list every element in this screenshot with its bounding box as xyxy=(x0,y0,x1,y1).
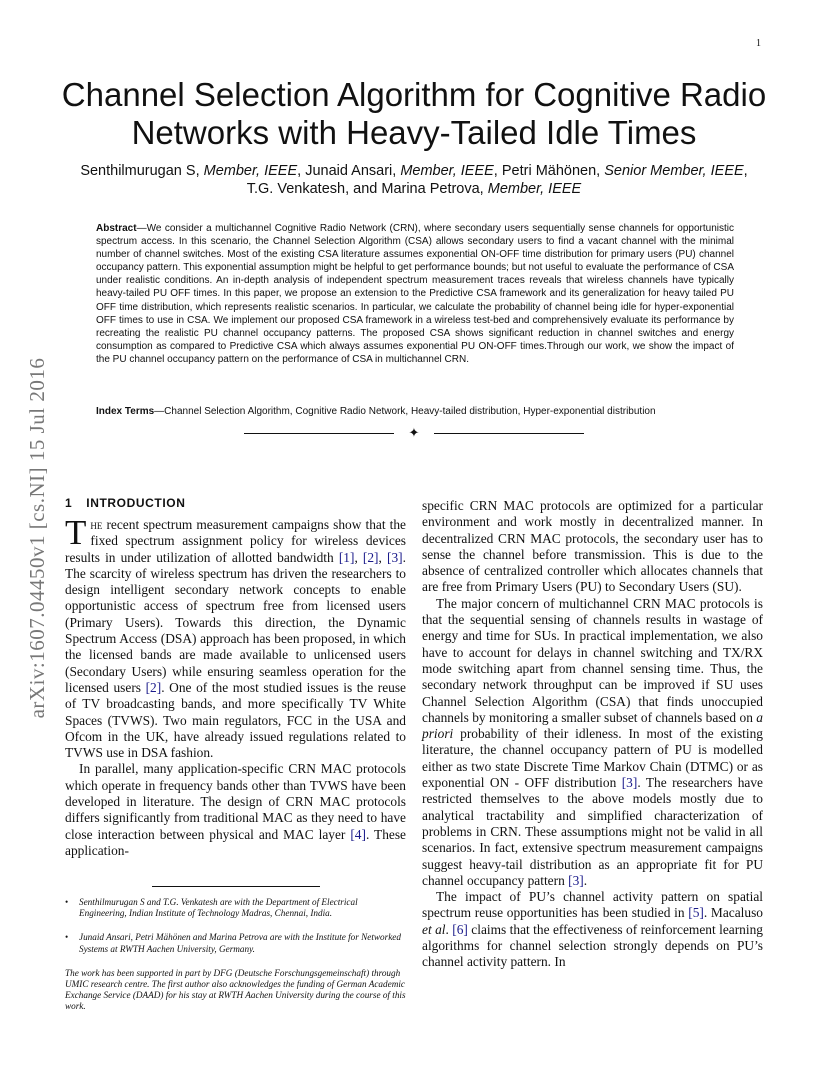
index-terms-label: Index Terms xyxy=(96,406,155,417)
body-column-left xyxy=(65,495,406,859)
citation-link[interactable]: [1] xyxy=(338,549,355,565)
author-4-role: Member, IEEE xyxy=(487,181,582,197)
body-text: . xyxy=(583,872,588,888)
body-text: , xyxy=(378,549,387,565)
drop-cap: T xyxy=(65,513,87,552)
body-text: . The scarcity of wireless spectrum has driven the researchers to design intelligent secondary network concepts to enable opportunistic access of spectrum free from licensed users (Primary Users). Towards this direction, the Dynamic Spectrum Access (DSA) approach has been proposed, in which the licensed bands are made available to unlicensed users (Secondary Users) while ensuring seamless operation for the licensed users xyxy=(65,549,406,695)
author-2-sep: , xyxy=(493,163,502,179)
drop-cap-rest: he xyxy=(90,517,103,532)
author-3-name: Petri Mähönen, xyxy=(501,163,605,179)
body-text: . xyxy=(445,921,453,937)
author-list xyxy=(50,162,778,198)
citation-link[interactable]: [5] xyxy=(688,905,704,921)
section-heading xyxy=(65,495,406,511)
citation-link[interactable]: [3] xyxy=(621,775,638,791)
divider-line-right xyxy=(434,433,584,434)
body-text: The impact of PU’s channel activity pattern on spatial spectrum reuse opportunities has been studied in xyxy=(422,889,763,921)
intro-paragraph-2 xyxy=(65,761,406,859)
paper-title xyxy=(60,76,768,152)
arxiv-side-identifier: arXiv:1607.04450v1 [cs.NI] 15 Jul 2016 xyxy=(25,357,49,719)
body-text: , xyxy=(354,549,363,565)
citation-link[interactable]: [2] xyxy=(362,549,379,565)
emphasis-text: et al xyxy=(422,921,446,937)
citation-link[interactable]: [4] xyxy=(350,826,366,842)
body-text: The major concern of multichannel CRN MAC protocols is that the sequential sensing of channels results in wastage of energy and time for SUs. In practical implementation, we also have to account for delays in channel switching and TX/RX mode switching apart from channel sensing time. Thus, the secondary network throughput can be improved if SU uses Channel Selection Algorithm (CSA) that finds unoccupied channels by monitoring a smaller subset of channels based on xyxy=(422,595,763,725)
intro-paragraph-2-continued xyxy=(422,498,763,596)
body-text: specific CRN MAC protocols are optimized for a particular environment and work mostly in decentralized manner. In decentralized CRN MAC protocols, the secondary user has to sense the channel before transmission. This is due to the absence of centralized controller which allocates channels that are free from Primary Users (PU) to Secondary Users (SU). xyxy=(422,498,763,595)
citation-link[interactable]: [2] xyxy=(145,679,162,695)
intro-paragraph-4 xyxy=(422,889,763,970)
footnote-rule xyxy=(152,886,320,887)
intro-paragraph-1 xyxy=(65,513,407,761)
footnote-affiliation-2 xyxy=(65,932,406,954)
body-column-right xyxy=(422,498,763,971)
divider-diamond-icon: ✦ xyxy=(408,425,420,440)
citation-link[interactable]: [6] xyxy=(452,921,468,937)
abstract-text: —We consider a multichannel Cognitive Radio Network (CRN), where secondary users sequentially sense channels for opportunistic spectrum access. In this scenario, the Channel Selection Algorithm (CSA) allows secondary users to find a vacant channel with the minimal number of channel switches. Most of the existing CSA literature assumes exponential ON-OFF time distribution for primary users (PU) channel occupancy pattern. This exponential assumption might be helpful to get performance bounds; but not useful to evaluate the performance of CSA under realistic conditions. An in-depth analysis of independent spectrum measurement traces reveals that wireless channels have typically heavy-tailed PU OFF times. In this paper, we propose an extension to the Predictive CSA framework and its generalization for heavy tailed PU OFF time distribution, which represents realistic scenarios. In particular, we calculate the probability of channel being idle for hyper-exponential OFF times to use in CSA. We implement our proposed CSA framework in a wireless test-bed and comprehensively evaluate its performance by recreating the realistic PU channel occupancy patterns. The proposed CSA shows significant reduction in channel switches and energy consumption as compared to Predictive CSA which always assumes exponential PU ON-OFF times.Through our work, we show the impact of the PU channel occupancy pattern on the performance of CSA in multichannel CRN. xyxy=(96,223,734,365)
body-text: . These application- xyxy=(65,826,406,858)
section-number: 1 xyxy=(65,496,73,510)
body-text: probability of their idleness. In most of the existing literature, the channel occupancy pattern of PU is modelled either as two state Discrete Time Markov Chain (DTMC) or as exponential ON - OFF distribution xyxy=(422,726,763,791)
author-1-role: Member, IEEE xyxy=(203,163,298,179)
footnote-affiliation-1 xyxy=(65,897,406,919)
divider-line-left xyxy=(244,433,394,434)
section-divider xyxy=(244,425,584,441)
bullet-icon: • xyxy=(65,932,69,943)
footnotes xyxy=(65,897,406,1013)
body-text: recent spectrum measurement campaigns show that the fixed spectrum assignment policy for wireless devices results in under utilization of allotted bandwidth xyxy=(65,517,406,565)
citation-link[interactable]: [3] xyxy=(387,549,403,565)
index-terms-text: —Channel Selection Algorithm, Cognitive Radio Network, Heavy-tailed distribution, Hyper-exponential distribution xyxy=(154,406,656,417)
abstract-label: Abstract xyxy=(96,223,137,234)
footnote-text: Senthilmurugan S and T.G. Venkatesh are with the Department of Electrical Engineering, Indian Institute of Technology Madras, Chennai, India. xyxy=(79,897,358,919)
author-2-name: Junaid Ansari, xyxy=(305,163,401,179)
body-text: claims that the effectiveness of reinforcement learning algorithms for channel selection strongly depends on PU’s channel activity pattern. In xyxy=(422,921,763,970)
abstract xyxy=(96,222,734,366)
author-2-role: Member, IEEE xyxy=(400,163,494,179)
citation-link[interactable]: [3] xyxy=(568,872,584,888)
emphasis-text: a priori xyxy=(422,709,763,742)
body-text: In parallel, many application-specific CRN MAC protocols which operate in frequency bands other than TVWS have been developed in literature. The design of CRN MAC protocols differs significantly from traditional MAC as they need to have close interaction between physical and MAC layer xyxy=(65,761,406,842)
body-text: . Macaluso xyxy=(703,905,763,921)
author-3-role: Senior Member, IEEE xyxy=(604,163,744,179)
author-1-sep: , xyxy=(297,163,306,179)
bullet-icon: • xyxy=(65,897,69,907)
footnote-text: Junaid Ansari, Petri Mähönen and Marina Petrova are with the Institute for Networked Systems at RWTH Aachen University, Germany. xyxy=(79,932,401,954)
author-3-sep: , xyxy=(743,163,748,179)
page-number: 1 xyxy=(756,38,761,49)
title-line-2: Networks with Heavy-Tailed Idle Times xyxy=(131,114,697,151)
footnote-funding: The work has been supported in part by DFG (Deutsche Forschungsgemeinschaft) through UMIC research centre. The first author also acknowledges the funding of German Academic Exchange Service (DAAD) for his stay at RWTH Aachen University during the course of this work. xyxy=(65,967,406,1012)
body-text: . One of the most studied issues is the reuse of TV broadcasting bands, and more specifically TV White Spaces (TVWS). Two main regulators, FCC in the USA and Ofcom in the UK, have already issued regulations related to TVWS use in DSA fashion. xyxy=(65,679,407,761)
title-line-1: Channel Selection Algorithm for Cognitive Radio xyxy=(61,76,767,113)
index-terms xyxy=(96,405,734,418)
intro-paragraph-3 xyxy=(422,596,763,889)
author-4-name: T.G. Venkatesh, and Marina Petrova, xyxy=(246,181,488,197)
body-text: . The researchers have restricted themselves to the above models mostly due to analytical tractability and simplified characterization of problems in CRN. These assumptions might not be valid in all scenarios. In fact, extensive spectrum measurement campaigns suggest heavy-tail distribution as an appropriate fit for PU channel occupancy pattern xyxy=(422,775,763,888)
section-title: INTRODUCTION xyxy=(86,496,186,510)
author-1-name: Senthilmurugan S, xyxy=(80,163,204,179)
